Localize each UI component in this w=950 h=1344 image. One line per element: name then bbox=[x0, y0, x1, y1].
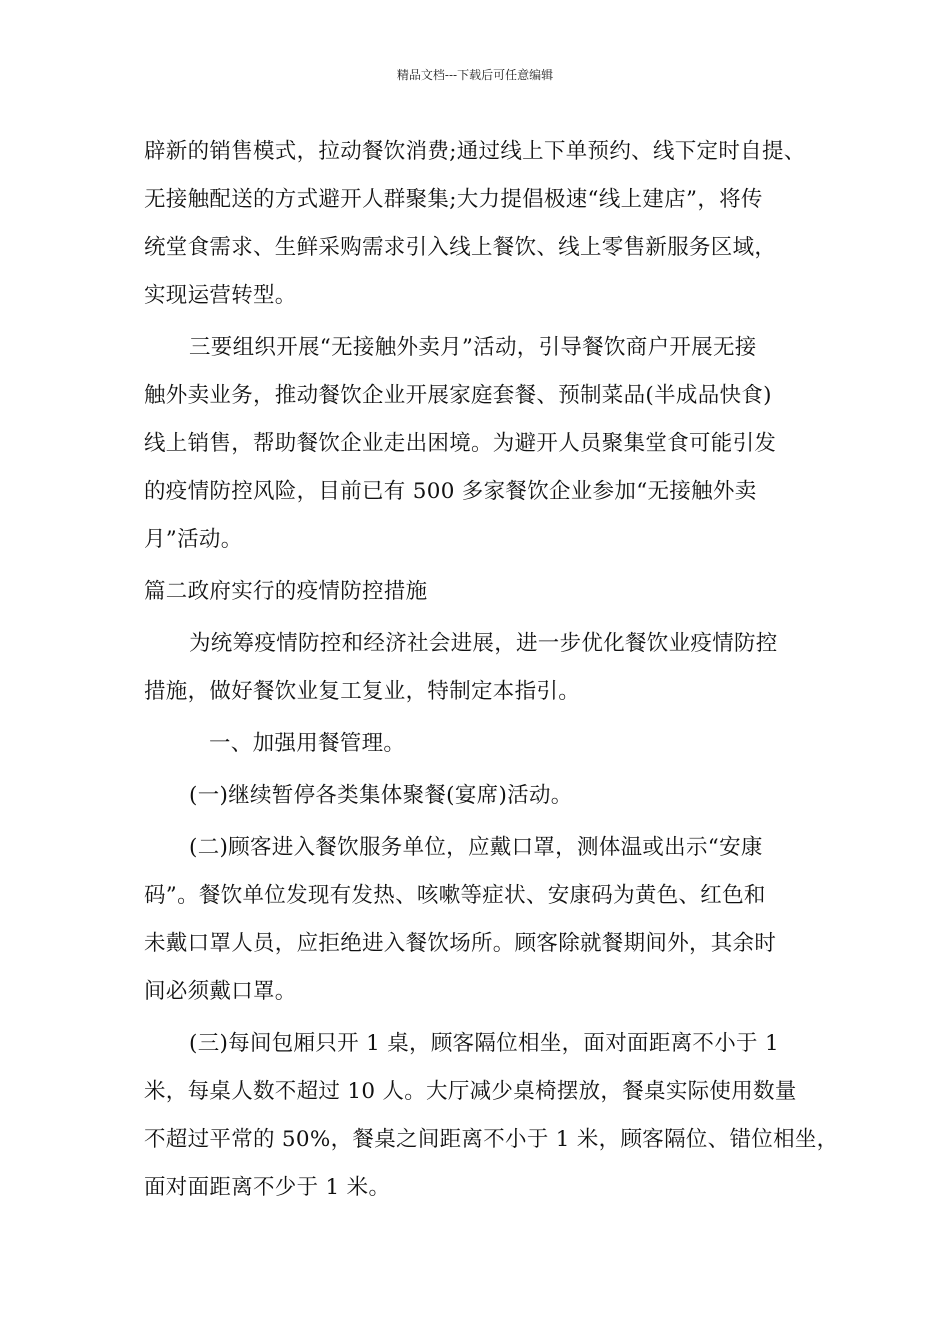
text-line: 间必须戴口罩。 bbox=[144, 979, 297, 1004]
text-line: 实现运营转型。 bbox=[144, 283, 297, 308]
text-line: (一)继续暂停各类集体聚餐(宴席)活动。 bbox=[189, 783, 573, 808]
paragraph-sales-model bbox=[144, 128, 824, 320]
list-item-1 bbox=[144, 772, 824, 820]
text-line: 月”活动。 bbox=[144, 527, 243, 552]
sub-heading bbox=[144, 720, 824, 768]
list-item-3 bbox=[144, 1020, 839, 1212]
text-line: 面对面距离不少于 1 米。 bbox=[144, 1175, 391, 1200]
text-line: 无接触配送的方式避开人群聚集;大力提倡极速“线上建店”，将传 bbox=[144, 187, 763, 212]
section-title-text: 篇二政府实行的疫情防控措施 bbox=[144, 579, 428, 604]
text-line: 未戴口罩人员，应拒绝进入餐饮场所。顾客除就餐期间外，其余时 bbox=[144, 931, 777, 956]
section-title bbox=[144, 568, 824, 616]
text-line: 为统筹疫情防控和经济社会进展，进一步优化餐饮业疫情防控 bbox=[189, 631, 778, 656]
text-line: 触外卖业务，推动餐饮企业开展家庭套餐、预制菜品(半成品快食) bbox=[144, 383, 772, 408]
text-line: 三要组织开展“无接触外卖月”活动，引导餐饮商户开展无接 bbox=[189, 335, 757, 360]
page-header: 精品文档---下载后可任意编辑 bbox=[396, 68, 554, 82]
paragraph-no-contact-takeout bbox=[144, 324, 824, 564]
text-line: (三)每间包厢只开 1 桌，顾客隔位相坐，面对面距离不小于 1 bbox=[189, 1031, 779, 1056]
document-body bbox=[144, 128, 839, 1216]
text-line: (二)顾客进入餐饮服务单位，应戴口罩，测体温或出示“安康 bbox=[189, 835, 763, 860]
text-line: 线上销售，帮助餐饮企业走出困境。为避开人员聚集堂食可能引发 bbox=[144, 431, 777, 456]
text-line: 米，每桌人数不超过 10 人。大厅减少桌椅摆放，餐桌实际使用数量 bbox=[144, 1079, 797, 1104]
paragraph-guideline-intro bbox=[144, 620, 824, 716]
text-line: 的疫情防控风险，目前已有 500 多家餐饮企业参加“无接触外卖 bbox=[144, 479, 757, 504]
sub-heading-text: 一、加强用餐管理。 bbox=[209, 731, 406, 756]
text-line: 统堂食需求、生鲜采购需求引入线上餐饮、线上零售新服务区域， bbox=[144, 235, 777, 260]
text-line: 辟新的销售模式，拉动餐饮消费;通过线上下单预约、线下定时自提、 bbox=[144, 139, 806, 164]
text-line: 措施，做好餐饮业复工复业，特制定本指引。 bbox=[144, 679, 581, 704]
text-line: 不超过平常的 50%，餐桌之间距离不小于 1 米，顾客隔位、错位相坐， bbox=[144, 1127, 839, 1152]
list-item-2 bbox=[144, 824, 824, 1016]
text-line: 码”。餐饮单位发现有发热、咳嗽等症状、安康码为黄色、红色和 bbox=[144, 883, 766, 908]
